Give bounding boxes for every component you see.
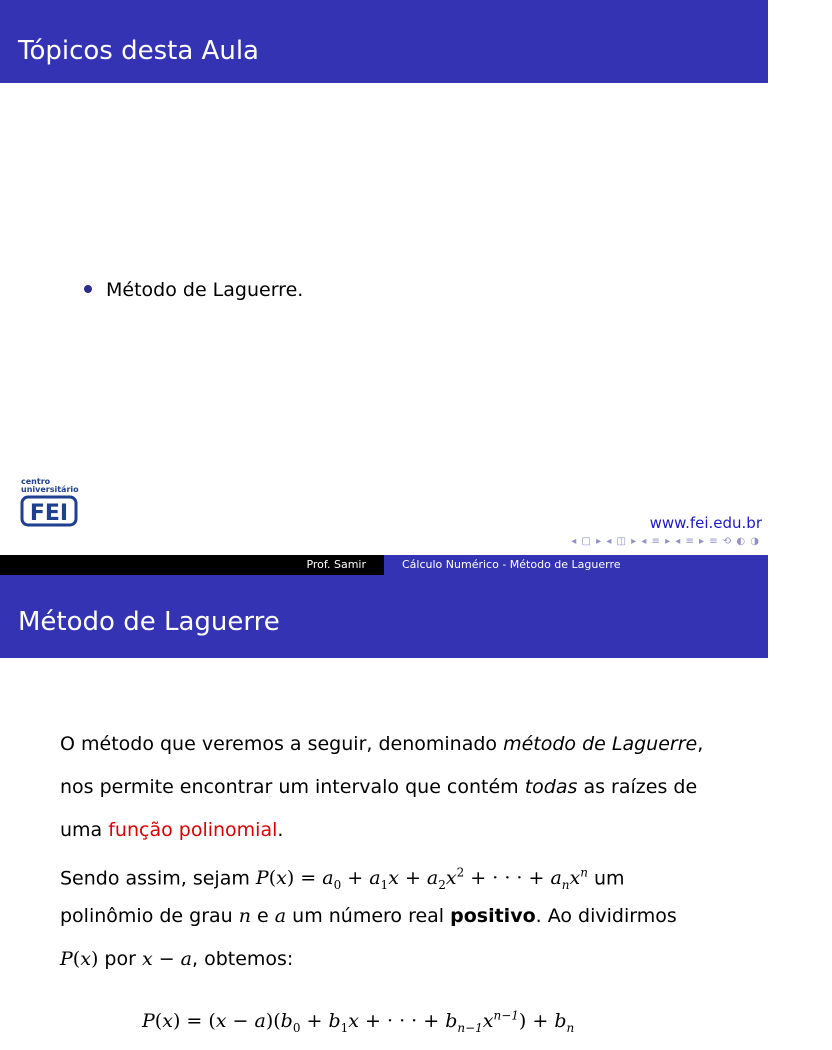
footer-author: Prof. Samir	[306, 558, 366, 571]
paragraph-line-2: nos permite encontrar um intervalo que contém todas as raízes de	[60, 776, 698, 798]
slide-title-bar	[0, 0, 768, 83]
footer-subject: Cálculo Numérico - Método de Laguerre	[402, 558, 621, 571]
bullet-icon	[84, 285, 92, 293]
footer-subject-box	[384, 555, 768, 575]
website-link[interactable]: www.fei.edu.br	[649, 514, 762, 532]
logo-caption-2: universitário	[21, 485, 79, 494]
paragraph-line-6: P(x) por x − a, obtemos:	[60, 948, 294, 970]
fei-logo	[21, 478, 81, 534]
slide-topics	[0, 0, 768, 555]
paragraph-line-5: polinômio de grau n e a um número real positivo. Ao dividirmos	[60, 905, 677, 927]
logo-wordmark: FEI	[29, 501, 69, 526]
polynomial-formula: $P(x) = a_0 + a_1x + a_2x^2$ + · · · + $a_nx^n$	[255, 866, 588, 893]
highlight-term: função polinomial	[108, 819, 278, 841]
slide-title: Tópicos desta Aula	[18, 36, 259, 66]
bullet-text: Método de Laguerre.	[106, 279, 304, 301]
bullet-item	[84, 276, 303, 304]
logo-caption-1: centro	[21, 477, 51, 486]
beamer-navigation[interactable]: ◂ □ ▸ ◂ ◫ ▸ ◂ ≡ ▸ ◂ ≡ ▸ ≡ ⟲ ◐ ◑	[571, 536, 760, 547]
paragraph-line-1: O método que veremos a seguir, denominado método de Laguerre,	[60, 733, 704, 755]
fei-logo-icon	[21, 494, 77, 528]
slide-footer	[0, 555, 768, 575]
division-formula: $P(x) = (x - a)(b_0 + b_1x$ + · · · + $b_{n-1}x^{n-1}) + b_n$	[142, 1009, 575, 1036]
paragraph-line-4: Sendo assim, sejam $P(x) = a_0 + a_1x + a_2x^2$ + · · · + $a_nx^n$ um	[60, 866, 625, 893]
paragraph-line-3: uma função polinomial.	[60, 819, 284, 841]
footer-author-box	[0, 555, 384, 575]
slide-title: Método de Laguerre	[18, 607, 280, 637]
slide-laguerre	[0, 575, 768, 1036]
slide-title-bar	[0, 575, 768, 658]
